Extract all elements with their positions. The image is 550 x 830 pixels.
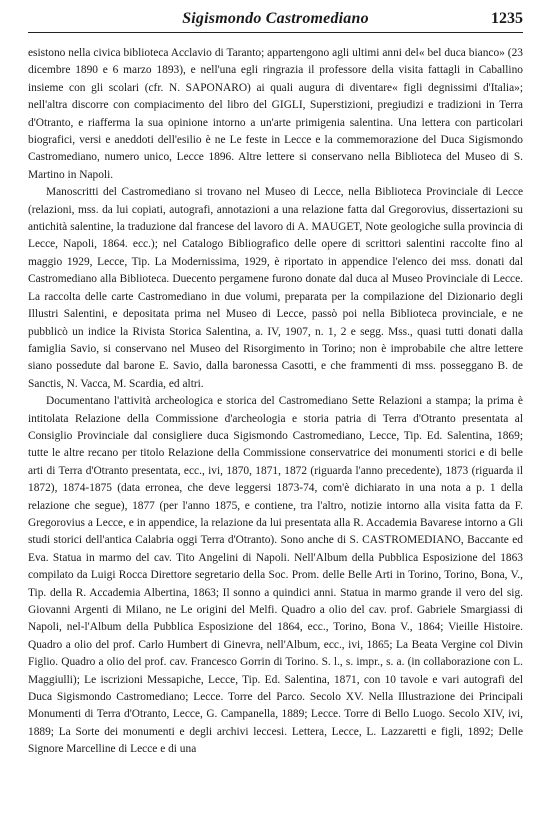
paragraph-manuscripts: Manoscritti del Castromediano si trovano nel Museo di Lecce, nella Biblioteca Provinciale di Lecce (relazioni, mss. da lui copiati, autografi, annotazioni a una relazione fatta dal Gregorovius, dissertazioni su antichità salentine, la traduzione dal francese del lavoro di A. MAUGET, Note geologiche sulla provincia di Lecce, Napoli, 1864. ecc.); nel Catalogo Bibliografico delle opere di scrittori salentini raccolte fino al maggio 1929, Lecce, Tip. La Modernissima, 1929, è riportato in appendice l'elenco dei mss. donati dal Castromediano alla Biblioteca. Duecento pergamene furono donate dal duca al Museo Provinciale di Lecce. La raccolta delle carte Castromediano in due volumi, preparata per la compilazione del Dizionario degli Illustri Salentini, e depositata prima nel Museo di Lecce, passò poi nella Biblioteca provinciale, e ne pubblicò un indice la Rivista Storica Salentina, a. IV, 1907, n. 1, 2 e segg. Mss., quasi tutti donati dalla famiglia Savio, si conservano nel Museo del Risorgimento in Torino; non è improbabile che altre lettere siano possedute dal barone E. Savio, dalla baronessa Casotti, e che frammenti di mss. posseggano B. de Sanctis, N. Vacca, M. Scardia, ed altri. <box>28 186 523 390</box>
paragraph-letters: esistono nella civica biblioteca Acclavio di Taranto; appartengono agli ultimi anni del« bel duca bianco» (23 dicembre 1890 e 6 marzo 1893), e nell'una egli ringrazia il professore della visita fattagli in Caballino insieme con gli scolari (cfr. N. SAPONARO) ai quali augura di diventare« figli degnissimi d'Italia»; nell'altra discorre con compiacimento del libro del GIGLI, Superstizioni, pregiudizi e tradizioni in Terra d'Otranto, e riafferma la sua opinione intorno a un'arte primigenia salentina. Una lettera con particolari biografici, versi e aneddoti dell'esilio è ne Le feste in Lecce e la commemorazione del Duca Sigismondo Castromediano, numero unico, Lecce 1896. Altre lettere si conservano nella Biblioteca del Museo di S. Martino in Napoli. <box>28 47 523 181</box>
page-number: 1235 <box>491 10 523 27</box>
page-header <box>28 8 523 33</box>
running-title: Sigismondo Castromediano <box>182 10 369 27</box>
page-body <box>28 45 523 759</box>
paragraph-archaeology: Documentano l'attività archeologica e storica del Castromediano Sette Relazioni a stampa; la prima è intitolata Relazione della Commissione d'archeologia e storia patria di Terra d'Otranto presentata al Consiglio Provinciale dal consigliere duca Sigismondo Castromediano, Lecce, Tip. Ed. Salentina, 1869; tutte le altre recano per titolo Relazione della Commissione conservatrice dei monumenti storici e di belle arti di Terra d'Otranto presentata, ecc., ivi, 1870, 1871, 1872 (riguarda l'anno precedente), 1873 (riguarda il 1872), 1874-1875 (data erronea, che deve leggersi 1873-74, com'è dichiarato in una nota a p. 1 della relazione che segue), 1877 (per l'anno 1875, e contiene, tra l'altro, notizie intorno alla visita fatta da F. Gregorovius a Lecce, e in appendice, la relazione da lui presentata alla R. Accademia Bavarese intorno a Gli studi storici dell'antica Calabria oggi Terra d'Otranto). Sono anche di S. CASTROMEDIANO, Baccante ed Eva. Statua in marmo del cav. Tito Angelini di Napoli. Nell'Album della Pubblica Esposizione del 1863 compilato da Luigi Rocca Direttore segretario della Soc. Prom. delle Belle Arti in Torino, Torino, Bona, V., Tip. della R. Accademia Albertina, 1863; Il sonno a quindici anni. Statua in marmo grande il vero del sig. Giovanni Argenti di Milano, ne Le origini del Melfi. Quadro a olio del cav. prof. Gabriele Smargiassi di Napoli, nel-l'Album della Pubblica Esposizione del 1864, ecc., Torino, Bona V., 1864; Vieille Histoire. Quadro a olio del prof. Carlo Humbert di Ginevra, nell'Album, ecc., ivi, 1865; La Beata Vergine col Divin Figlio. Quadro a olio del prof. cav. Francesco Gorrin di Torino. S. l., s. impr., s. a. (in collaborazione con L. Maggiulli); Le iscrizioni Messapiche, Lecce, Tip. Ed. Salentina, 1871, con 10 tavole e vari autografi del Duca Sigismondo Castromediano; Lecce. Torre del Parco. Secolo XV. Nella Illustrazione dei Principali Monumenti di Terra d'Otranto, Lecce, G. Campanella, 1889; Lecce. Torre di Bello Luogo. Secolo XIV, ivi, 1889; La Sorte dei monumenti e degli archivi leccesi. Lettera, Lecce, L. Lazzaretti e figli, 1892; Delle Signore Marcelline di Lecce e di una <box>28 395 523 756</box>
